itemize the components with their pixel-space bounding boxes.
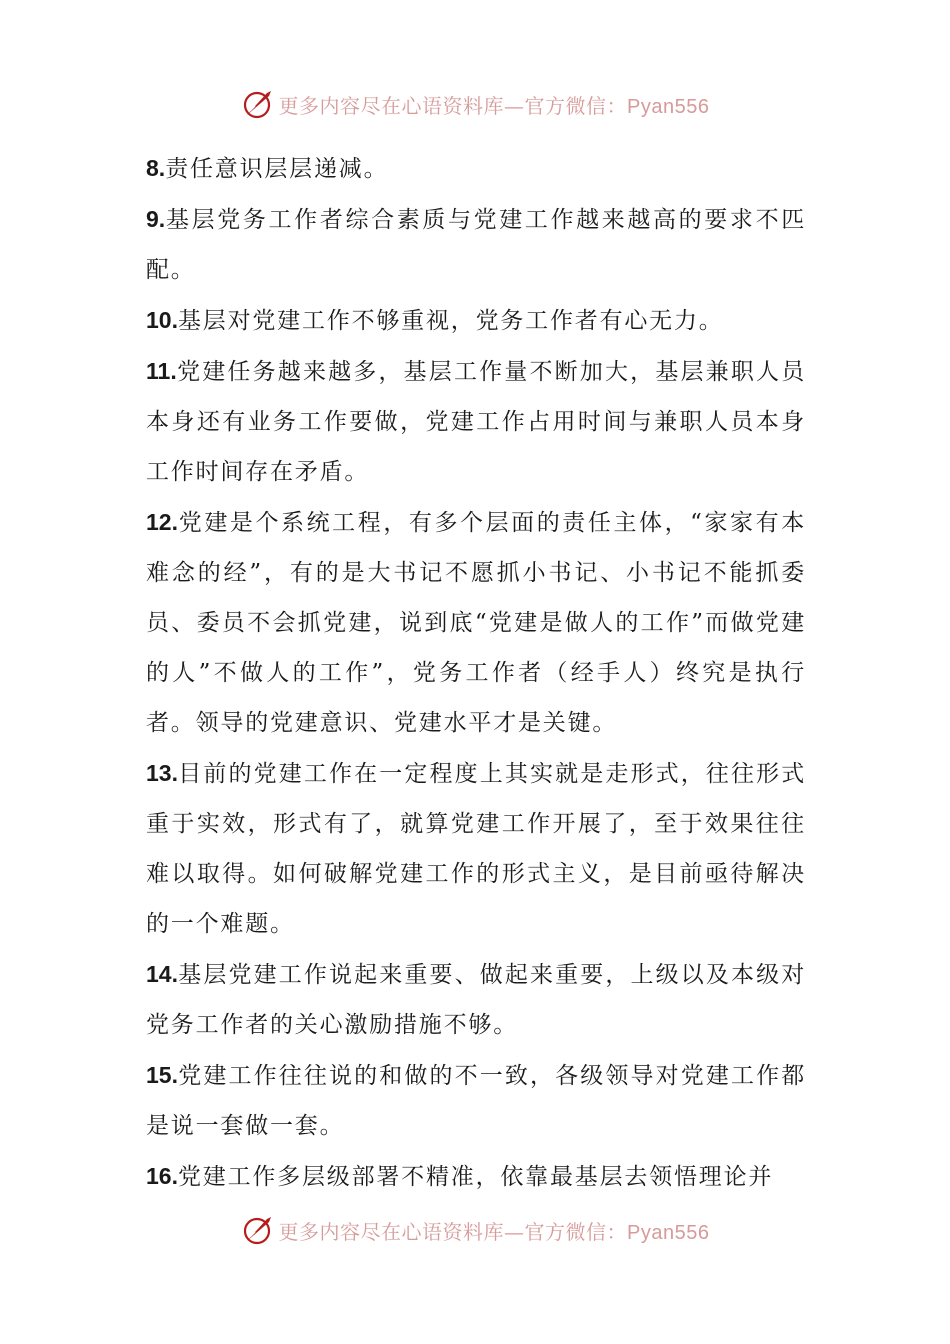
header-banner bbox=[0, 84, 950, 124]
list-item: 15.党建工作往往说的和做的不一致，各级领导对党建工作都是说一套做一套。 bbox=[146, 1062, 806, 1139]
list-item: 10.基层对党建工作不够重视，党务工作者有心无力。 bbox=[146, 307, 724, 334]
document-body bbox=[146, 143, 806, 1202]
header-wechat-id: Pyan556 bbox=[627, 95, 710, 118]
footer-banner bbox=[0, 1210, 950, 1250]
footer-wechat-id: Pyan556 bbox=[627, 1221, 710, 1244]
list-item: 12.党建是个系统工程，有多个层面的责任主体，“家家有本难念的经”，有的是大书记不愿抓小书记、小书记不能抓委员、委员不会抓党建，说到底“党建是做人的工作”而做党建的人”不做人的工作”，党务工作者（经手人）终究是执行者。领导的党建意识、党建水平才是关键。 bbox=[146, 509, 806, 736]
list-item: 14.基层党建工作说起来重要、做起来重要，上级以及本级对党务工作者的关心激励措施不够。 bbox=[146, 961, 806, 1038]
list-item: 13.目前的党建工作在一定程度上其实就是走形式，往往形式重于实效，形式有了，就算党建工作开展了，至于效果往往难以取得。如何破解党建工作的形式主义，是目前亟待解决的一个难题。 bbox=[146, 760, 806, 937]
quill-pen-logo-icon bbox=[241, 87, 275, 121]
list-item: 11.党建任务越来越多，基层工作量不断加大，基层兼职人员本身还有业务工作要做，党建工作占用时间与兼职人员本身工作时间存在矛盾。 bbox=[146, 358, 806, 485]
footer-banner-text: 更多内容尽在心语资料库—官方微信：Pyan556 bbox=[278, 1219, 710, 1244]
list-item: 9.基层党务工作者综合素质与党建工作越来越高的要求不匹配。 bbox=[146, 206, 806, 283]
list-item: 8.责任意识层层递减。 bbox=[146, 155, 389, 182]
list-item: 16.党建工作多层级部署不精准，依靠最基层去领悟理论并 bbox=[146, 1163, 774, 1190]
quill-pen-logo-icon bbox=[241, 1213, 275, 1247]
header-banner-text: 更多内容尽在心语资料库—官方微信：Pyan556 bbox=[278, 93, 710, 118]
